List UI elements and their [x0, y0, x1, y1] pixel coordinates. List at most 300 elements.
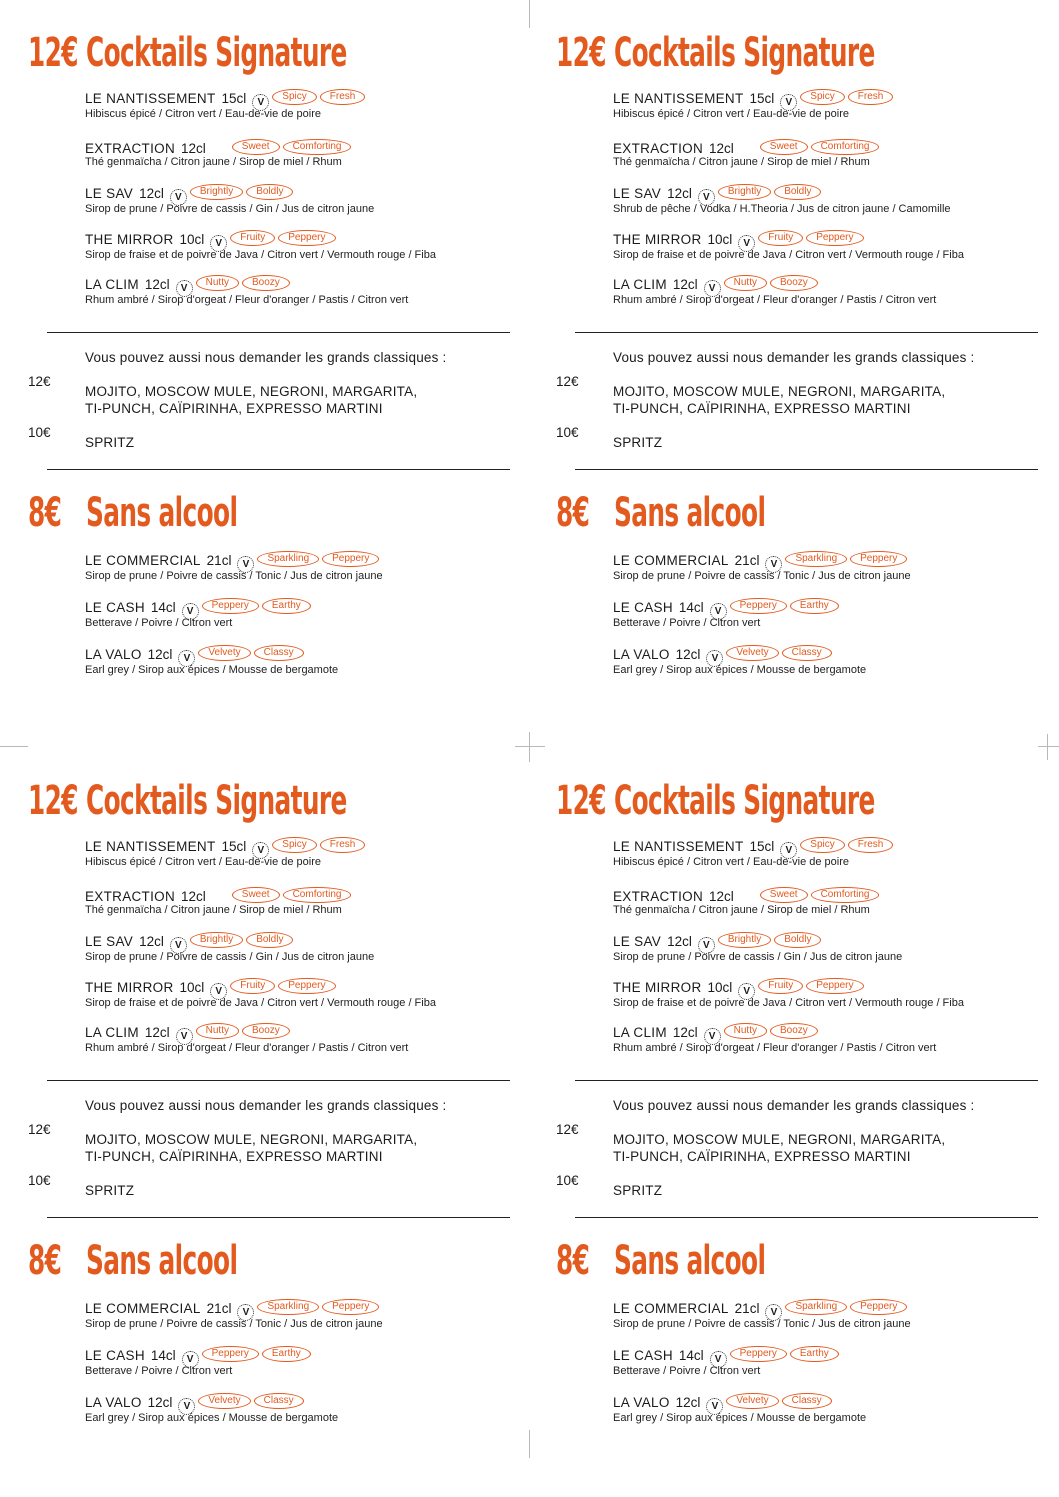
item-volume: 12cl [672, 1025, 698, 1040]
crop-mark [0, 746, 28, 747]
item-name: LE NANTISSEMENT [85, 839, 216, 854]
menu-item [613, 1347, 1043, 1378]
flavor-tag: Fruity [758, 230, 803, 246]
item-volume: 12cl [139, 934, 164, 949]
menu-item-line [85, 933, 515, 950]
classics-list-line: MOJITO, MOSCOW MULE, NEGRONI, MARGARITA, [85, 384, 418, 399]
section-header-sans-alcool [0, 490, 520, 550]
item-ingredients: Sirop de prune / Poivre de cassis / Gin / Jus de citron jaune [85, 951, 375, 963]
item-ingredients: Betterave / Poivre / Citron vert [85, 617, 233, 629]
flavor-tag: Sparkling [785, 551, 847, 567]
menu-item-line [613, 979, 1043, 996]
flavor-tag: Sweet [232, 887, 280, 903]
item-volume: 12cl [147, 1395, 173, 1410]
item-name: LA CLIM [613, 277, 667, 292]
item-volume: 12cl [675, 1395, 701, 1410]
flavor-tag: Fresh [848, 89, 894, 105]
vegan-icon: V [698, 189, 715, 206]
vegan-icon: V [176, 280, 193, 297]
section-title: Cocktails Signature [614, 778, 875, 824]
classics-spritz: SPRITZ [85, 435, 135, 450]
item-name: LA CLIM [85, 1025, 139, 1040]
menu-item [613, 1300, 1043, 1331]
section-header-sans-alcool [528, 1238, 1048, 1298]
vegan-icon: V [182, 1351, 199, 1368]
item-ingredients: Sirop de prune / Poivre de cassis / Tonic / Jus de citron jaune [613, 570, 911, 582]
vegan-icon: V [252, 842, 269, 859]
item-name: LA VALO [85, 1395, 142, 1410]
item-volume: 15cl [749, 839, 775, 854]
item-name: LE COMMERCIAL [85, 553, 201, 568]
divider [575, 469, 1038, 470]
flavor-tag: Nutty [196, 1023, 239, 1039]
vegan-icon: V [780, 94, 797, 111]
section-price: 8€ [556, 1238, 590, 1284]
flavor-tag: Brightly [190, 932, 243, 948]
item-ingredients: Thé genmaïcha / Citron jaune / Sirop de miel / Rhum [85, 904, 342, 916]
item-name: LE SAV [613, 186, 662, 201]
item-name: THE MIRROR [613, 232, 702, 247]
section-title: Sans alcool [614, 1238, 766, 1284]
item-volume: 12cl [144, 1025, 170, 1040]
item-volume: 14cl [150, 600, 176, 615]
menu-item [85, 1394, 515, 1425]
flavor-tag: Earthy [790, 598, 839, 614]
item-ingredients: Sirop de fraise et de poivre de Java / Citron vert / Vermouth rouge / Fiba [613, 249, 964, 261]
flavor-tag: Fresh [320, 89, 366, 105]
vegan-icon: V [706, 1398, 723, 1415]
flavor-tag: Velvety [198, 1393, 250, 1409]
flavor-tag: Fresh [320, 837, 366, 853]
crop-mark [1038, 746, 1059, 747]
flavor-tag: Fresh [848, 837, 894, 853]
flavor-tag: Sweet [232, 139, 280, 155]
section-title: Sans alcool [86, 490, 238, 536]
section-title: Cocktails Signature [86, 30, 347, 76]
item-volume: 12cl [667, 934, 692, 949]
classics-price-10: 10€ [556, 1173, 579, 1188]
item-volume: 12cl [139, 186, 164, 201]
vegan-icon: V [210, 235, 227, 252]
flavor-tag: Classy [782, 1393, 832, 1409]
item-name: EXTRACTION [613, 141, 704, 156]
item-name: LE COMMERCIAL [613, 553, 729, 568]
menu-item [613, 185, 1043, 216]
item-volume: 12cl [181, 141, 206, 156]
flavor-tag: Boldly [246, 184, 293, 200]
flavor-tag: Spicy [272, 837, 316, 853]
menu-item-line [613, 231, 1043, 248]
menu-item [613, 90, 1043, 121]
menu-item [613, 138, 1043, 169]
classics-intro: Vous pouvez aussi nous demander les grands classiques : [85, 350, 447, 365]
flavor-tag: Peppery [806, 230, 863, 246]
section-header-signature [0, 30, 520, 90]
item-ingredients: Earl grey / Sirop aux épices / Mousse de bergamote [85, 1412, 339, 1424]
item-ingredients: Thé genmaïcha / Citron jaune / Sirop de miel / Rhum [613, 904, 870, 916]
menu-item [85, 276, 515, 307]
section-header-signature [0, 778, 520, 838]
item-name: LE COMMERCIAL [613, 1301, 729, 1316]
classics-price-10: 10€ [556, 425, 579, 440]
item-ingredients: Betterave / Poivre / Citron vert [613, 617, 761, 629]
item-volume: 10cl [179, 232, 205, 247]
menu-item [85, 886, 515, 917]
flavor-tag: Boozy [242, 1023, 290, 1039]
classics-intro: Vous pouvez aussi nous demander les grands classiques : [613, 1098, 975, 1113]
item-volume: 14cl [150, 1348, 176, 1363]
vegan-icon: V [170, 189, 187, 206]
classics-intro: Vous pouvez aussi nous demander les grands classiques : [613, 350, 975, 365]
menu-item [85, 646, 515, 677]
vegan-icon: V [176, 1028, 193, 1045]
item-volume: 15cl [221, 839, 247, 854]
item-volume: 21cl [206, 1301, 232, 1316]
flavor-tag: Peppery [730, 598, 787, 614]
item-name: LE CASH [85, 1348, 145, 1363]
section-header-sans-alcool [528, 490, 1048, 550]
section-price: 8€ [28, 1238, 62, 1284]
item-ingredients: Rhum ambré / Sirop d'orgeat / Fleur d'oranger / Pastis / Citron vert [613, 294, 937, 306]
item-name: LA CLIM [613, 1025, 667, 1040]
item-name: LA VALO [613, 647, 670, 662]
item-ingredients: Hibiscus épicé / Citron vert / Eau-de-vie de poire [85, 856, 321, 868]
flavor-tag: Nutty [196, 275, 239, 291]
item-volume: 14cl [678, 1348, 704, 1363]
menu-item-line [85, 552, 515, 569]
classics-list-line: TI-PUNCH, CAÏPIRINHA, EXPRESSO MARTINI [85, 1149, 383, 1164]
menu-item [85, 138, 515, 169]
menu-item [85, 979, 515, 1010]
item-volume: 21cl [734, 1301, 760, 1316]
classics-price-10: 10€ [28, 425, 51, 440]
flavor-tag: Peppery [730, 1346, 787, 1362]
vegan-icon: V [704, 1028, 721, 1045]
classics-spritz: SPRITZ [613, 1183, 663, 1198]
item-ingredients: Thé genmaïcha / Citron jaune / Sirop de miel / Rhum [613, 156, 870, 168]
section-price: 12€ [556, 30, 606, 76]
item-volume: 12cl [144, 277, 170, 292]
item-name: LE NANTISSEMENT [613, 839, 744, 854]
item-name: LA VALO [85, 647, 142, 662]
flavor-tag: Brightly [718, 184, 771, 200]
menu-item [613, 552, 1043, 583]
flavor-tag: Boldly [774, 932, 821, 948]
item-name: LE NANTISSEMENT [613, 91, 744, 106]
item-ingredients: Sirop de fraise et de poivre de Java / Citron vert / Vermouth rouge / Fiba [85, 249, 436, 261]
flavor-tag: Boozy [242, 275, 290, 291]
section-price: 12€ [556, 778, 606, 824]
menu-item [85, 933, 515, 964]
flavor-tag: Peppery [850, 1299, 907, 1315]
menu-item-line [613, 933, 1043, 950]
item-volume: 14cl [678, 600, 704, 615]
flavor-tag: Comforting [283, 139, 352, 155]
flavor-tag: Velvety [198, 645, 250, 661]
menu-item [85, 185, 515, 216]
divider [47, 1217, 510, 1218]
menu-item-line [613, 276, 1043, 293]
menu-item [613, 979, 1043, 1010]
classics-list-line: TI-PUNCH, CAÏPIRINHA, EXPRESSO MARTINI [613, 1149, 911, 1164]
item-volume: 12cl [709, 889, 734, 904]
flavor-tag: Nutty [724, 275, 767, 291]
vegan-icon: V [765, 1304, 782, 1321]
menu-item-line [613, 552, 1043, 569]
flavor-tag: Boozy [770, 275, 818, 291]
flavor-tag: Earthy [262, 1346, 311, 1362]
vegan-icon: V [710, 1351, 727, 1368]
menu-item [85, 231, 515, 262]
item-name: LE CASH [85, 600, 145, 615]
menu-card [528, 748, 1048, 1488]
flavor-tag: Fruity [230, 978, 275, 994]
menu-item-line [85, 599, 515, 616]
item-name: LE NANTISSEMENT [85, 91, 216, 106]
item-ingredients: Rhum ambré / Sirop d'orgeat / Fleur d'oranger / Pastis / Citron vert [85, 294, 409, 306]
menu-item-line [85, 646, 515, 663]
item-ingredients: Betterave / Poivre / Citron vert [613, 1365, 761, 1377]
item-volume: 12cl [672, 277, 698, 292]
item-ingredients: Hibiscus épicé / Citron vert / Eau-de-vie de poire [613, 108, 849, 120]
vegan-icon: V [710, 603, 727, 620]
item-ingredients: Rhum ambré / Sirop d'orgeat / Fleur d'oranger / Pastis / Citron vert [613, 1042, 937, 1054]
item-ingredients: Earl grey / Sirop aux épices / Mousse de bergamote [613, 664, 867, 676]
divider [575, 332, 1038, 333]
flavor-tag: Spicy [800, 89, 844, 105]
item-volume: 12cl [675, 647, 701, 662]
menu-item [85, 1347, 515, 1378]
item-name: LA VALO [613, 1395, 670, 1410]
menu-item-line [85, 838, 515, 855]
menu-item-line [85, 979, 515, 996]
item-ingredients: Sirop de fraise et de poivre de Java / Citron vert / Vermouth rouge / Fiba [85, 997, 436, 1009]
menu-item-line [613, 886, 1043, 903]
flavor-tag: Peppery [806, 978, 863, 994]
menu-item-line [613, 1024, 1043, 1041]
classics-spritz: SPRITZ [613, 435, 663, 450]
menu-item-line [85, 1347, 515, 1364]
menu-item-line [613, 138, 1043, 155]
section-title: Cocktails Signature [86, 778, 347, 824]
menu-card [0, 0, 520, 740]
section-title: Sans alcool [614, 490, 766, 536]
vegan-icon: V [780, 842, 797, 859]
item-name: LA CLIM [85, 277, 139, 292]
menu-item-line [85, 1024, 515, 1041]
item-volume: 21cl [206, 553, 232, 568]
menu-item [85, 552, 515, 583]
menu-item [613, 1024, 1043, 1055]
item-name: THE MIRROR [613, 980, 702, 995]
flavor-tag: Comforting [811, 139, 880, 155]
item-volume: 12cl [181, 889, 206, 904]
flavor-tag: Earthy [262, 598, 311, 614]
item-name: EXTRACTION [85, 141, 176, 156]
flavor-tag: Fruity [230, 230, 275, 246]
section-price: 8€ [556, 490, 590, 536]
flavor-tag: Sweet [760, 887, 808, 903]
divider [575, 1080, 1038, 1081]
classics-list-line: MOJITO, MOSCOW MULE, NEGRONI, MARGARITA, [613, 1132, 946, 1147]
item-ingredients: Hibiscus épicé / Citron vert / Eau-de-vie de poire [85, 108, 321, 120]
section-price: 12€ [28, 778, 78, 824]
flavor-tag: Spicy [272, 89, 316, 105]
classics-list-line: TI-PUNCH, CAÏPIRINHA, EXPRESSO MARTINI [613, 401, 911, 416]
vegan-icon: V [210, 983, 227, 1000]
section-header-sans-alcool [0, 1238, 520, 1298]
flavor-tag: Comforting [283, 887, 352, 903]
crop-mark [515, 746, 545, 747]
divider [47, 469, 510, 470]
item-ingredients: Sirop de fraise et de poivre de Java / Citron vert / Vermouth rouge / Fiba [613, 997, 964, 1009]
item-ingredients: Hibiscus épicé / Citron vert / Eau-de-vie de poire [613, 856, 849, 868]
flavor-tag: Sparkling [785, 1299, 847, 1315]
section-header-signature [528, 30, 1048, 90]
flavor-tag: Peppery [850, 551, 907, 567]
flavor-tag: Peppery [278, 978, 335, 994]
flavor-tag: Peppery [202, 598, 259, 614]
menu-item [85, 90, 515, 121]
menu-item-line [613, 646, 1043, 663]
menu-item [613, 933, 1043, 964]
flavor-tag: Brightly [718, 932, 771, 948]
divider [575, 1217, 1038, 1218]
vegan-icon: V [765, 556, 782, 573]
menu-item [85, 1300, 515, 1331]
vegan-icon: V [738, 983, 755, 1000]
classics-list-line: MOJITO, MOSCOW MULE, NEGRONI, MARGARITA, [85, 1132, 418, 1147]
item-ingredients: Rhum ambré / Sirop d'orgeat / Fleur d'oranger / Pastis / Citron vert [85, 1042, 409, 1054]
menu-item [613, 599, 1043, 630]
vegan-icon: V [698, 937, 715, 954]
flavor-tag: Brightly [190, 184, 243, 200]
item-volume: 12cl [709, 141, 734, 156]
menu-item-line [613, 90, 1043, 107]
flavor-tag: Peppery [278, 230, 335, 246]
menu-card [0, 748, 520, 1488]
section-title: Cocktails Signature [614, 30, 875, 76]
flavor-tag: Classy [254, 645, 304, 661]
item-volume: 12cl [667, 186, 692, 201]
menu-item [613, 838, 1043, 869]
classics-price-12: 12€ [556, 1122, 579, 1137]
flavor-tag: Comforting [811, 887, 880, 903]
classics-list-line: MOJITO, MOSCOW MULE, NEGRONI, MARGARITA, [613, 384, 946, 399]
menu-item-line [85, 185, 515, 202]
flavor-tag: Spicy [800, 837, 844, 853]
item-volume: 12cl [147, 647, 173, 662]
flavor-tag: Boldly [246, 932, 293, 948]
vegan-icon: V [706, 650, 723, 667]
classics-spritz: SPRITZ [85, 1183, 135, 1198]
vegan-icon: V [252, 94, 269, 111]
flavor-tag: Earthy [790, 1346, 839, 1362]
flavor-tag: Sparkling [257, 551, 319, 567]
divider [47, 1080, 510, 1081]
flavor-tag: Nutty [724, 1023, 767, 1039]
vegan-icon: V [182, 603, 199, 620]
item-ingredients: Shrub de pêche / Vodka / H.Theoria / Jus de citron jaune / Camomille [613, 203, 951, 215]
classics-price-12: 12€ [556, 374, 579, 389]
flavor-tag: Peppery [202, 1346, 259, 1362]
menu-item-line [613, 599, 1043, 616]
item-ingredients: Sirop de prune / Poivre de cassis / Gin / Jus de citron jaune [613, 951, 903, 963]
menu-item-line [85, 1300, 515, 1317]
menu-item-line [85, 231, 515, 248]
item-name: THE MIRROR [85, 980, 174, 995]
classics-list-line: TI-PUNCH, CAÏPIRINHA, EXPRESSO MARTINI [85, 401, 383, 416]
menu-item [85, 1024, 515, 1055]
vegan-icon: V [237, 556, 254, 573]
divider [47, 332, 510, 333]
menu-item [613, 886, 1043, 917]
menu-item-line [85, 1394, 515, 1411]
flavor-tag: Velvety [726, 1393, 778, 1409]
item-ingredients: Thé genmaïcha / Citron jaune / Sirop de miel / Rhum [85, 156, 342, 168]
item-name: LE SAV [85, 186, 134, 201]
flavor-tag: Classy [254, 1393, 304, 1409]
vegan-icon: V [704, 280, 721, 297]
item-ingredients: Betterave / Poivre / Citron vert [85, 1365, 233, 1377]
section-title: Sans alcool [86, 1238, 238, 1284]
menu-item [85, 599, 515, 630]
menu-item-line [613, 185, 1043, 202]
flavor-tag: Boldly [774, 184, 821, 200]
menu-item-line [85, 90, 515, 107]
item-volume: 10cl [179, 980, 205, 995]
flavor-tag: Sparkling [257, 1299, 319, 1315]
menu-item [613, 231, 1043, 262]
menu-item-line [613, 1300, 1043, 1317]
flavor-tag: Fruity [758, 978, 803, 994]
menu-item-line [85, 276, 515, 293]
menu-card [528, 0, 1048, 740]
classics-intro: Vous pouvez aussi nous demander les grands classiques : [85, 1098, 447, 1113]
section-price: 8€ [28, 490, 62, 536]
menu-item [613, 276, 1043, 307]
vegan-icon: V [170, 937, 187, 954]
item-ingredients: Sirop de prune / Poivre de cassis / Tonic / Jus de citron jaune [613, 1318, 911, 1330]
flavor-tag: Boozy [770, 1023, 818, 1039]
section-header-signature [528, 778, 1048, 838]
item-volume: 15cl [221, 91, 247, 106]
vegan-icon: V [178, 650, 195, 667]
item-name: LE SAV [613, 934, 662, 949]
item-name: EXTRACTION [85, 889, 176, 904]
item-volume: 10cl [707, 232, 733, 247]
item-ingredients: Sirop de prune / Poivre de cassis / Tonic / Jus de citron jaune [85, 1318, 383, 1330]
flavor-tag: Velvety [726, 645, 778, 661]
classics-price-12: 12€ [28, 1122, 51, 1137]
flavor-tag: Classy [782, 645, 832, 661]
item-ingredients: Sirop de prune / Poivre de cassis / Gin / Jus de citron jaune [85, 203, 375, 215]
menu-item-line [613, 838, 1043, 855]
flavor-tag: Peppery [322, 1299, 379, 1315]
menu-item [613, 1394, 1043, 1425]
item-name: THE MIRROR [85, 232, 174, 247]
section-price: 12€ [28, 30, 78, 76]
item-name: EXTRACTION [613, 889, 704, 904]
item-ingredients: Earl grey / Sirop aux épices / Mousse de bergamote [613, 1412, 867, 1424]
flavor-tag: Peppery [322, 551, 379, 567]
item-volume: 21cl [734, 553, 760, 568]
vegan-icon: V [237, 1304, 254, 1321]
menu-item-line [613, 1394, 1043, 1411]
flavor-tag: Sweet [760, 139, 808, 155]
item-volume: 15cl [749, 91, 775, 106]
vegan-icon: V [178, 1398, 195, 1415]
